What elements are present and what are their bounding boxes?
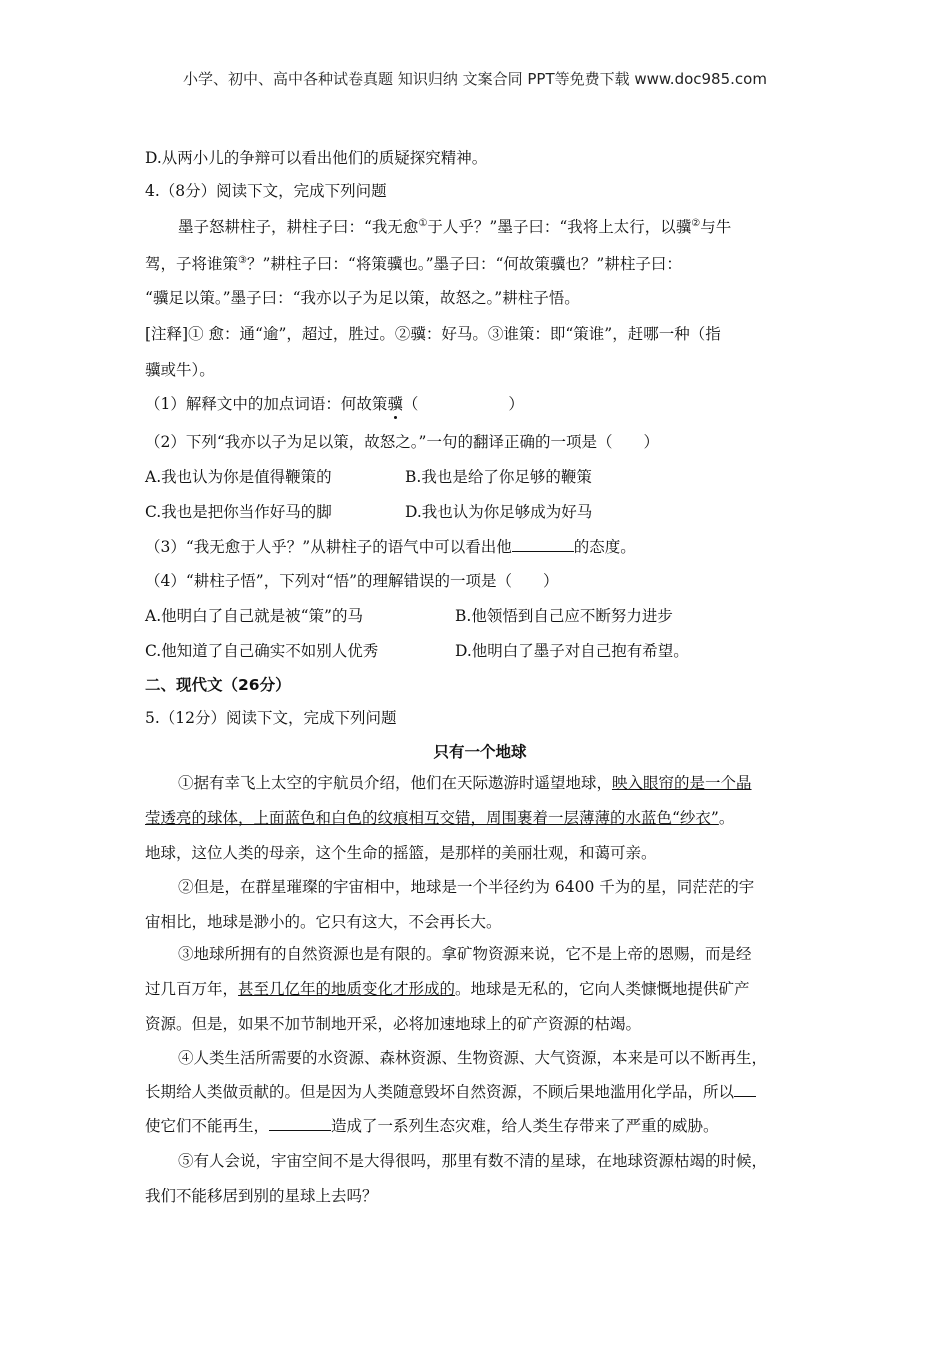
q4-sub2-option-a: A.我也认为你是值得鞭策的 — [145, 468, 332, 486]
q4-passage-line2: 驾，子将谁策③？”耕柱子曰：“将策骥也。”墨子曰：“何故策骥也？”耕柱子曰： — [145, 255, 682, 274]
q4-stem: 4.（8分）阅读下文，完成下列问题 — [145, 182, 387, 200]
q4-sub4-option-b: B.他领悟到自己应不断努力进步 — [455, 607, 673, 625]
q4-sub4-option-c: C.他知道了自己确实不如别人优秀 — [145, 642, 379, 660]
q5-p3-line3: 资源。但是，如果不加节制地开采，必将加速地球上的矿产资源的枯竭。 — [145, 1015, 642, 1033]
q5-p4-line2: 长期给人类做贡献的。但是因为人类随意毁坏自然资源，不顾后果地滥用化学品，所以 — [145, 1082, 815, 1102]
q5-stem: 5.（12分）阅读下文，完成下列问题 — [145, 709, 397, 727]
dotted-char: 骥 — [387, 395, 403, 413]
q4-passage-line1: 墨子怒耕柱子，耕柱子曰：“我无愈①于人乎？”墨子曰：“我将上太行，以骥②与牛 — [178, 218, 732, 237]
q4-sub4-options-row1 — [145, 606, 815, 626]
q5-p5-line1: ⑤有人会说，宇宙空间不是大得很吗，那里有数不清的星球，在地球资源枯竭的时候， — [178, 1152, 768, 1170]
q4-notes-line1: [注释]① 愈：通“逾”，超过，胜过。②骥：好马。③谁策：即“策谁”，赶哪一种（指 — [145, 325, 721, 343]
q5-p1-line3: 地球，这位人类的母亲，这个生命的摇篮，是那样的美丽壮观，和蔼可亲。 — [145, 844, 657, 862]
fill-blank[interactable] — [734, 1082, 756, 1097]
fill-blank[interactable] — [512, 537, 574, 552]
q4-sub4-options-row2 — [145, 641, 815, 661]
q5-p1-line1: ①据有幸飞上太空的宇航员介绍，他们在天际遨游时遥望地球，映入眼帘的是一个晶 — [178, 774, 752, 792]
q4-sub4-option-a: A.他明白了自己就是被“策”的马 — [145, 607, 363, 625]
q5-p5-line2: 我们不能移居到别的星球上去吗？ — [145, 1187, 378, 1205]
q4-sub2-option-b: B.我也是给了你足够的鞭策 — [405, 468, 592, 486]
q4-sub3: （3）“我无愈于人乎？”从耕柱子的语气中可以看出他 的态度。 — [145, 538, 636, 556]
article-title: 只有一个地球 — [433, 743, 527, 761]
q5-p1-line2: 莹透亮的球体，上面蓝色和白色的纹痕相互交错，周围裹着一层薄薄的水蓝色“纱衣”。 — [145, 809, 735, 827]
section-heading: 二、现代文（26分） — [145, 676, 291, 694]
q5-p2-line1: ②但是，在群星璀璨的宇宙相中，地球是一个半径约为 6400 千为的星，同茫茫的宇 — [178, 878, 755, 896]
q4-sub4: （4）“耕柱子悟”，下列对“悟”的理解错误的一项是（ ） — [145, 572, 559, 590]
q5-p3-line2: 过几百万年，甚至几亿年的地质变化才形成的。地球是无私的，它向人类慷慨地提供矿产 — [145, 980, 750, 998]
q4-passage-line3: “骥足以策。”墨子曰：“我亦以子为足以策，故怒之。”耕柱子悟。 — [145, 289, 580, 307]
q4-sub2-options-row2 — [145, 502, 815, 522]
fill-blank[interactable] — [269, 1116, 331, 1131]
q4-sub1: （1）解释文中的加点词语：何故策骥（ ） — [145, 395, 524, 413]
q3-option-d: D.从两小儿的争辩可以看出他们的质疑探究精神。 — [145, 149, 488, 167]
q5-p4-line3: 使它们不能再生， 造成了一系列生态灾难，给人类生存带来了严重的威胁。 — [145, 1117, 719, 1135]
q4-notes-line2: 骥或牛）。 — [145, 361, 215, 379]
q4-sub2: （2）下列“我亦以子为足以策，故怒之。”一句的翻译正确的一项是（ ） — [145, 433, 659, 451]
q4-sub2-options-row1 — [145, 467, 815, 487]
page-header: 小学、初中、高中各种试卷真题 知识归纳 文案合同 PPT等免费下载 www.doc985.com — [183, 70, 767, 88]
q4-sub4-option-d: D.他明白了墨子对自己抱有希望。 — [455, 642, 689, 660]
q4-sub2-option-d: D.我也认为你足够成为好马 — [405, 503, 593, 521]
q5-p3-line1: ③地球所拥有的自然资源也是有限的。拿矿物资源来说，它不是上帝的恩赐，而是经 — [178, 945, 752, 963]
q5-p4-line1: ④人类生活所需要的水资源、森林资源、生物资源、大气资源，本来是可以不断再生， — [178, 1049, 768, 1067]
q4-sub2-option-c: C.我也是把你当作好马的脚 — [145, 503, 332, 521]
q5-p2-line2: 宙相比，地球是渺小的。它只有这大，不会再长大。 — [145, 913, 502, 931]
